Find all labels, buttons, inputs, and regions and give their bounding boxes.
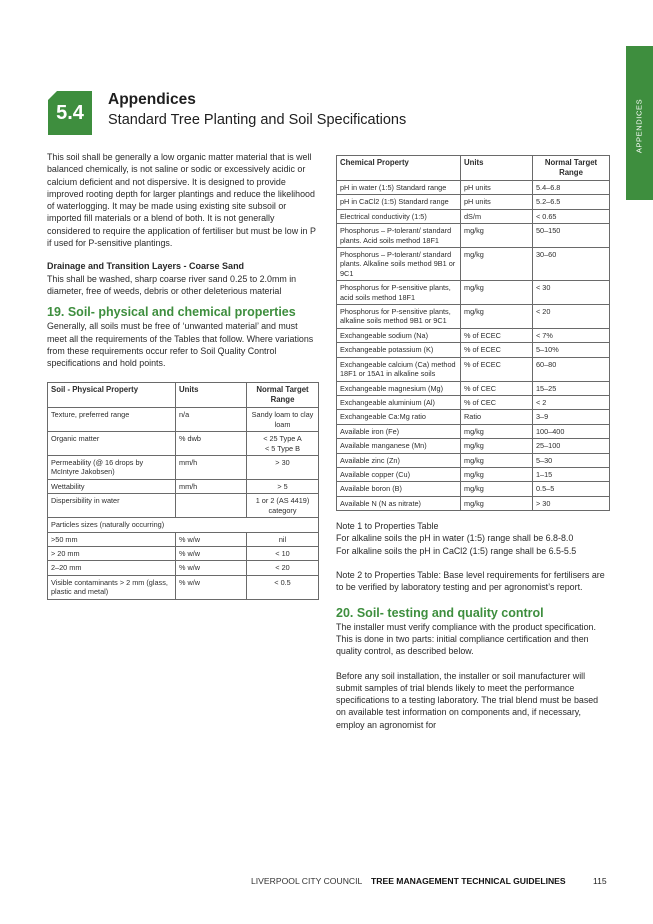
- intro-paragraph: This soil shall be generally a low organic matter material that is well balanced chemically, is not saline or sodic or excessively acidic or calcium deficient and not dispersive. It is designed to provide improved rooting depth for larger plantings and reduce the likelihood of waterlogging. It may be made using existing site subsoil or imported fill materials or a blend of both. It is not generally considered to require the application of fertiliser but must be low in P if used for P-sensitive plantings.: [47, 152, 316, 249]
- table-cell: 60–80: [533, 357, 610, 381]
- table-cell: pH units: [461, 195, 533, 209]
- table-cell: Available N (N as nitrate): [337, 496, 461, 510]
- left-column: [47, 151, 319, 600]
- table-cell: Phosphorus – P-tolerant/ standard plants. Alkaline soils method 9B1 or 9C1: [337, 248, 461, 281]
- footer-document-title: TREE MANAGEMENT TECHNICAL GUIDELINES: [371, 876, 566, 886]
- table-row: [337, 209, 610, 223]
- table-row: [337, 224, 610, 248]
- table-cell: mg/kg: [461, 439, 533, 453]
- table-cell: Exchangeable sodium (Na): [337, 328, 461, 342]
- table-cell: Electrical conductivity (1:5): [337, 209, 461, 223]
- header-cell: Normal Target Range: [247, 383, 319, 408]
- table-row: [48, 546, 319, 560]
- section-subtitle: Standard Tree Planting and Soil Specifications: [108, 112, 407, 128]
- table-cell: mg/kg: [461, 248, 533, 281]
- table-row: [337, 424, 610, 438]
- table-row: [337, 357, 610, 381]
- note-1-line-1: For alkaline soils the pH in water (1:5) range shall be 6.8-8.0: [336, 533, 574, 544]
- table-row: [337, 181, 610, 195]
- table-cell: Sandy loam to clay loam: [247, 408, 319, 432]
- appendices-side-tab: [626, 46, 653, 200]
- table-cell: Available iron (Fe): [337, 424, 461, 438]
- physical-table-body: [48, 408, 319, 599]
- table-cell: [176, 494, 247, 518]
- table-cell: Ratio: [461, 410, 533, 424]
- table-row: [337, 439, 610, 453]
- table-row: [337, 410, 610, 424]
- table-row: [48, 456, 319, 480]
- side-tab-label: APPENDICES: [634, 98, 644, 154]
- table-row: [48, 479, 319, 493]
- table-cell: dS/m: [461, 209, 533, 223]
- table-cell: mg/kg: [461, 305, 533, 329]
- physical-table-header: [48, 383, 319, 408]
- table-cell: 30–60: [533, 248, 610, 281]
- table-cell: % of CEC: [461, 395, 533, 409]
- table-cell: > 5: [247, 479, 319, 493]
- table-cell: 1–15: [533, 467, 610, 481]
- table-cell: Texture, preferred range: [48, 408, 176, 432]
- table-row: [337, 453, 610, 467]
- drainage-paragraph: This shall be washed, sharp coarse river sand 0.25 to 2.0mm in diameter, free of weeds, debris or other deleterious material: [47, 273, 297, 296]
- header-cell: Units: [461, 156, 533, 181]
- table-row: [48, 532, 319, 546]
- table-row: [337, 467, 610, 481]
- table-cell: Exchangeable calcium (Ca) method 18F1 or 15A1 in alkaline soils: [337, 357, 461, 381]
- table-cell: 3–9: [533, 410, 610, 424]
- table-cell: < 20: [533, 305, 610, 329]
- table-cell: pH in CaCl2 (1:5) Standard range: [337, 195, 461, 209]
- table-row: [337, 195, 610, 209]
- table-cell: Visible contaminants > 2 mm (glass, plastic and metal): [48, 575, 176, 599]
- section-title: Appendices: [108, 91, 196, 108]
- table-cell: 50–150: [533, 224, 610, 248]
- table-row: [337, 248, 610, 281]
- table-cell: < 0.5: [247, 575, 319, 599]
- header-cell: Units: [176, 383, 247, 408]
- right-column: [336, 155, 610, 731]
- physical-properties-table: [47, 382, 319, 599]
- table-row: [337, 305, 610, 329]
- chemical-table-header: [337, 156, 610, 181]
- section-20-heading: 20. Soil- testing and quality control: [336, 605, 544, 620]
- table-cell: Exchangeable magnesium (Mg): [337, 381, 461, 395]
- table-row: [48, 561, 319, 575]
- table-cell: < 2: [533, 395, 610, 409]
- table-cell: nil: [247, 532, 319, 546]
- table-cell: Exchangeable potassium (K): [337, 343, 461, 357]
- table-row: [337, 381, 610, 395]
- table-cell: % of ECEC: [461, 357, 533, 381]
- table-cell: Particles sizes (naturally occurring): [48, 518, 319, 532]
- table-cell: Available copper (Cu): [337, 467, 461, 481]
- table-row: [337, 343, 610, 357]
- note-1-title: Note 1 to Properties Table: [336, 521, 439, 532]
- table-row: [337, 482, 610, 496]
- section-number-badge: 5.4: [48, 91, 92, 135]
- table-cell: > 30: [533, 496, 610, 510]
- table-cell: Phosphorus for P-sensitive plants, alkaline soils method 9B1 or 9C1: [337, 305, 461, 329]
- section-19-heading: 19. Soil- physical and chemical properties: [47, 305, 296, 320]
- table-cell: % of CEC: [461, 381, 533, 395]
- table-cell: Permeability (@ 16 drops by McIntyre Jakobsen): [48, 456, 176, 480]
- header-cell: Normal Target Range: [533, 156, 610, 181]
- table-cell: 5.2–6.5: [533, 195, 610, 209]
- table-cell: 100–400: [533, 424, 610, 438]
- table-cell: mg/kg: [461, 281, 533, 305]
- table-cell: Available zinc (Zn): [337, 453, 461, 467]
- header-cell: Chemical Property: [337, 156, 461, 181]
- table-cell: % dwb: [176, 432, 247, 456]
- table-cell: >50 mm: [48, 532, 176, 546]
- table-cell: % of ECEC: [461, 328, 533, 342]
- table-cell: pH units: [461, 181, 533, 195]
- table-cell: % w/w: [176, 546, 247, 560]
- section-20-paragraph-1: The installer must verify compliance with the product specification. This is done in two parts: initial compliance certification and then quality control, as described below.: [336, 621, 596, 657]
- chemical-table-body: [337, 181, 610, 511]
- table-cell: < 7%: [533, 328, 610, 342]
- table-cell: > 20 mm: [48, 546, 176, 560]
- table-cell: 25–100: [533, 439, 610, 453]
- section-20-paragraph-2: Before any soil installation, the installer or soil manufacturer will submit samples of trial blends likely to meet the performance specifications to a testing laboratory. The trial blend must be based on available test information on components and, if necessary, employ an agronomist for: [336, 670, 599, 730]
- table-cell: Exchangeable aluminium (Al): [337, 395, 461, 409]
- table-cell: Available manganese (Mn): [337, 439, 461, 453]
- table-cell: 5–10%: [533, 343, 610, 357]
- table-cell: Dispersibility in water: [48, 494, 176, 518]
- table-cell: 5.4–6.8: [533, 181, 610, 195]
- table-row: [48, 408, 319, 432]
- header-cell: Soil - Physical Property: [48, 383, 176, 408]
- table-cell: % w/w: [176, 561, 247, 575]
- table-cell: mm/h: [176, 456, 247, 480]
- page-number: 115: [593, 876, 607, 886]
- table-cell: % w/w: [176, 575, 247, 599]
- table-cell: Organic matter: [48, 432, 176, 456]
- drainage-heading: Drainage and Transition Layers - Coarse Sand: [47, 261, 245, 272]
- table-cell: mg/kg: [461, 224, 533, 248]
- table-cell: < 10: [247, 546, 319, 560]
- chemical-properties-table: [336, 155, 610, 511]
- table-row: [337, 496, 610, 510]
- badge-corner-decoration: [48, 91, 57, 100]
- table-row: [48, 432, 319, 456]
- footer-council: LIVERPOOL CITY COUNCIL: [251, 876, 363, 886]
- table-cell: % w/w: [176, 532, 247, 546]
- table-cell: < 0.65: [533, 209, 610, 223]
- table-cell: mg/kg: [461, 496, 533, 510]
- table-cell: 1 or 2 (AS 4419) category: [247, 494, 319, 518]
- table-cell: Available boron (B): [337, 482, 461, 496]
- table-cell: Phosphorus for P-sensitive plants, acid soils method 18F1: [337, 281, 461, 305]
- note-1-line-2: For alkaline soils the pH in CaCl2 (1:5) range shall be 6.5-5.5: [336, 545, 577, 556]
- table-cell: 0.5–5: [533, 482, 610, 496]
- table-row: [48, 575, 319, 599]
- table-cell: n/a: [176, 408, 247, 432]
- table-cell: 2–20 mm: [48, 561, 176, 575]
- table-cell: mg/kg: [461, 424, 533, 438]
- table-cell: Exchangeable Ca:Mg ratio: [337, 410, 461, 424]
- table-row: [48, 494, 319, 518]
- table-cell: < 25 Type A < 5 Type B: [247, 432, 319, 456]
- table-cell: 5–30: [533, 453, 610, 467]
- table-cell: 15–25: [533, 381, 610, 395]
- table-cell: pH in water (1:5) Standard range: [337, 181, 461, 195]
- table-cell: mg/kg: [461, 453, 533, 467]
- table-cell: mg/kg: [461, 467, 533, 481]
- table-cell: % of ECEC: [461, 343, 533, 357]
- table-row: [337, 281, 610, 305]
- table-cell: < 20: [247, 561, 319, 575]
- section-19-paragraph: Generally, all soils must be free of ‘unwanted material’ and must meet all the requirements of the Tables that follow. Where variations from these requirements occur refer to Soil Quality Control specifications and hold points.: [47, 321, 314, 369]
- table-cell: < 30: [533, 281, 610, 305]
- table-cell: mm/h: [176, 479, 247, 493]
- table-row: [48, 518, 319, 532]
- table-cell: Wettability: [48, 479, 176, 493]
- table-cell: mg/kg: [461, 482, 533, 496]
- table-row: [337, 395, 610, 409]
- note-2: Note 2 to Properties Table: Base level requirements for fertilisers are to be verified by laboratory testing and per agronomist’s report.: [336, 570, 605, 593]
- table-cell: > 30: [247, 456, 319, 480]
- table-row: [337, 328, 610, 342]
- table-cell: Phosphorus – P-tolerant/ standard plants. Acid soils method 18F1: [337, 224, 461, 248]
